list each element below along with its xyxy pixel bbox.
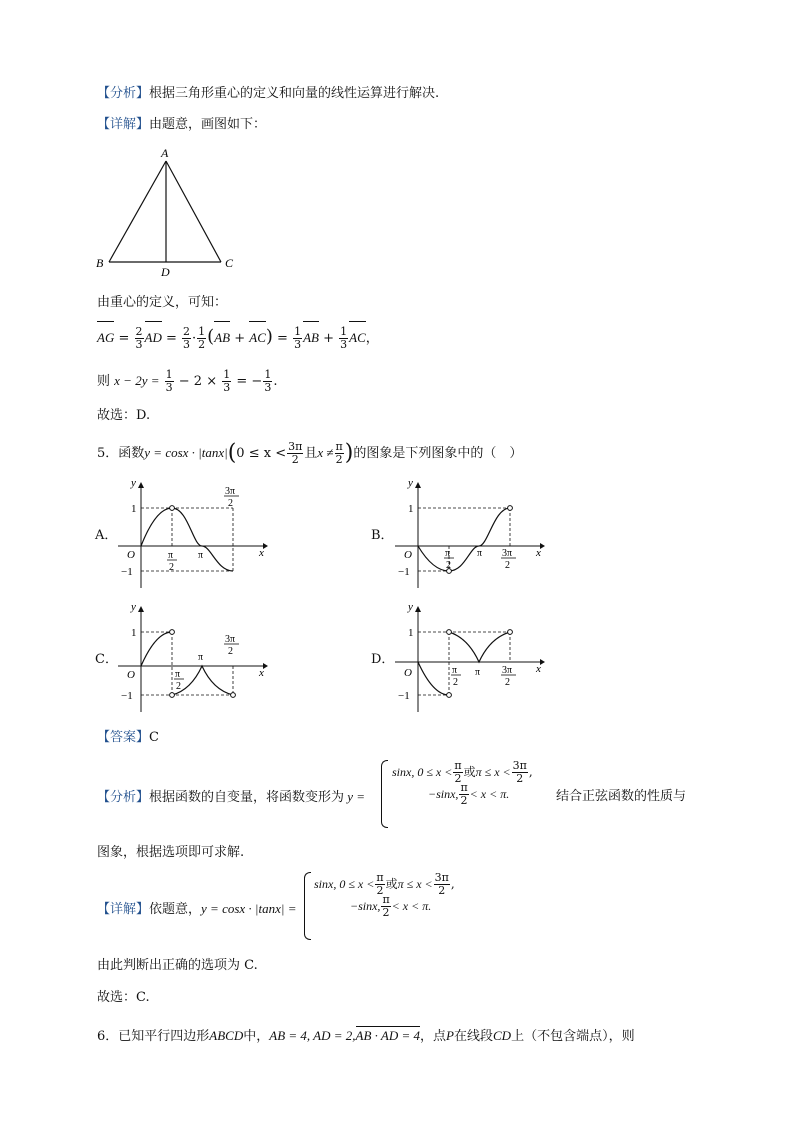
svg-text:O: O <box>127 549 135 561</box>
option-d-label: D． <box>371 652 395 667</box>
svg-text:x: x <box>259 667 264 679</box>
svg-text:−1: −1 <box>398 690 410 702</box>
then-equation: 则 x − 2y = $\frac{1}{3}$ − 2 × $\frac{1}{3}$ = − $\frac{1}{3}$ . <box>97 368 278 394</box>
label-c: C <box>225 256 234 270</box>
vec-ac: AC <box>249 323 266 353</box>
frac-1-3: $\frac{1}{3}$ <box>294 325 302 351</box>
analysis-text: 根据三角形重心的定义和向量的线性运算进行解决. <box>149 86 440 101</box>
svg-text:2: 2 <box>505 560 510 571</box>
q5-analysis-post: 结合正弦函数的性质与 <box>556 789 687 804</box>
detail-text: 由题意，画图如下： <box>149 117 267 132</box>
frac-1-3b: $\frac{1}{3}$ <box>340 325 348 351</box>
option-c-label: C． <box>95 652 118 667</box>
svg-text:y: y <box>131 477 136 489</box>
svg-text:π: π <box>477 548 483 559</box>
piecewise-2: sinx, 0 ≤ x < $\frac{\pi}{2}$ 或π ≤ x < $\frac{3\pi}{2}$ , −sinx, $\frac{\pi}{2}$ < x < π. <box>314 871 455 919</box>
q4-analysis-line <box>97 86 439 102</box>
q5-conclusion: 由此判断出正确的选项为 C. <box>97 958 258 973</box>
centroid-equation: AG = $\frac{2}{3}$ AD = $\frac{2}{3}$ · $\frac{1}{2}$ (AB + AC) = $\frac{1}{3}$ AB + $\frac{1}{3}$ AC， <box>97 325 379 351</box>
svg-text:π: π <box>168 550 174 561</box>
frac-2-3b: $\frac{2}{3}$ <box>183 325 191 351</box>
svg-text:π: π <box>452 665 458 676</box>
svg-text:y: y <box>131 601 136 613</box>
svg-text:x: x <box>536 547 541 559</box>
svg-text:x: x <box>536 663 541 675</box>
brace-1 <box>381 760 388 828</box>
q4-choose: 故选：D. <box>97 408 151 423</box>
detail-tag: 【详解】 <box>97 117 150 132</box>
svg-text:π: π <box>445 548 451 559</box>
svg-text:1: 1 <box>131 627 137 639</box>
analysis-tag: 【分析】 <box>97 86 150 101</box>
triangle-figure <box>90 140 250 282</box>
q6-stem: 6．已知平行四边形ABCD中，AB = 4, AD = 2,AB · AD = 4，点P在线段CD上（不包含端点），则 <box>97 1028 635 1044</box>
svg-text:2: 2 <box>505 677 510 688</box>
svg-text:O: O <box>404 667 412 679</box>
q5-analysis-cont: 图象，根据选项即可求解. <box>97 845 245 860</box>
vec-ag: AG <box>97 323 114 353</box>
graph-c <box>113 600 273 715</box>
graph-b <box>390 476 550 591</box>
vec-ad: AD <box>145 323 162 353</box>
vec-ab: AB <box>214 323 230 353</box>
svg-text:2: 2 <box>228 498 233 509</box>
q5-analysis-pre: 【分析】根据函数的自变量，将函数变形为 y = <box>97 789 366 805</box>
svg-text:2: 2 <box>169 562 174 573</box>
svg-text:3π: 3π <box>225 634 236 645</box>
graph-d <box>390 600 550 715</box>
svg-text:1: 1 <box>408 627 414 639</box>
frac-2-3: $\frac{2}{3}$ <box>135 325 143 351</box>
svg-text:3π: 3π <box>502 548 513 559</box>
svg-text:−1: −1 <box>121 566 133 578</box>
svg-text:π: π <box>175 669 181 680</box>
brace-2 <box>304 872 311 940</box>
svg-text:1: 1 <box>131 503 137 515</box>
graph-a <box>113 476 273 591</box>
svg-text:−1: −1 <box>398 566 410 578</box>
frac-1-2: $\frac{1}{2}$ <box>198 325 206 351</box>
label-a: A <box>161 146 169 160</box>
q5-choose: 故选：C. <box>97 990 150 1005</box>
svg-text:−1: −1 <box>121 690 133 702</box>
svg-text:π: π <box>475 667 481 678</box>
centroid-text: 由重心的定义，可知： <box>97 295 228 310</box>
piecewise-1: sinx, 0 ≤ x < $\frac{\pi}{2}$ 或π ≤ x < $\frac{3\pi}{2}$ , −sinx, $\frac{\pi}{2}$ < x < π. <box>392 759 533 807</box>
option-a-label: A． <box>95 528 118 543</box>
svg-text:π: π <box>198 652 204 663</box>
svg-text:1: 1 <box>408 503 414 515</box>
svg-text:3π: 3π <box>225 486 236 497</box>
vec-ac-2: AC <box>349 323 366 353</box>
svg-text:O: O <box>404 549 412 561</box>
svg-text:2: 2 <box>453 677 458 688</box>
q5-detail-pre: 【详解】依题意，y = cosx · |tanx| = <box>97 901 297 917</box>
label-d: D <box>161 265 170 279</box>
option-b-label: B． <box>371 528 394 543</box>
svg-text:π: π <box>198 550 204 561</box>
svg-text:2: 2 <box>228 646 233 657</box>
q5-answer-line: 【答案】C <box>97 730 159 745</box>
q5-stem: 5．函数y = cosx · |tanx|(0 ≤ x < $\frac{3\pi}{2}$ 且x ≠ $\frac{\pi}{2}$ )的图象是下列图象中的（ ） <box>97 440 523 466</box>
vec-ab-2: AB <box>303 323 319 353</box>
answer-value: C <box>149 730 159 745</box>
q4-detail-line <box>97 117 266 133</box>
svg-text:2: 2 <box>446 560 451 571</box>
svg-text:3π: 3π <box>502 665 513 676</box>
svg-text:y: y <box>408 477 413 489</box>
svg-text:x: x <box>259 547 264 559</box>
svg-text:2: 2 <box>176 681 181 692</box>
svg-text:O: O <box>127 669 135 681</box>
label-b: B <box>96 256 104 270</box>
svg-text:y: y <box>408 601 413 613</box>
